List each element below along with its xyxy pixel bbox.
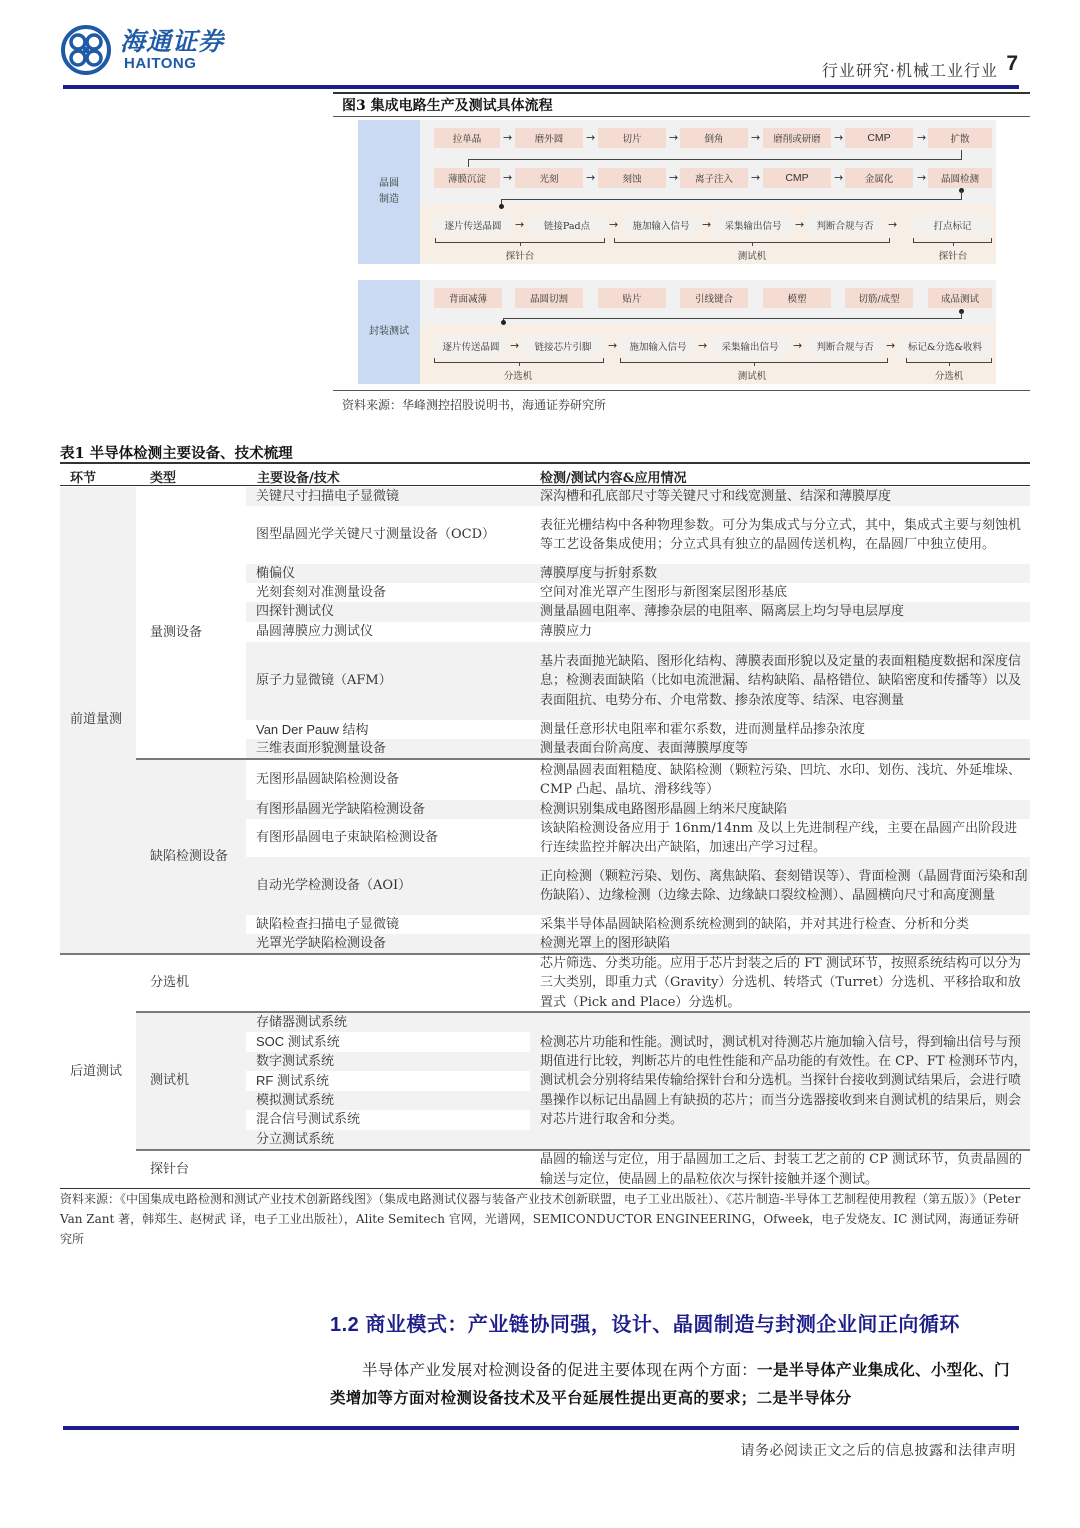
- process-step: 晶圆切割: [515, 288, 583, 308]
- tester-system-item: 混合信号测试系统: [246, 1110, 530, 1130]
- col-header-type: 类型: [150, 471, 177, 486]
- body-paragraph: [330, 1356, 1020, 1412]
- page-header: [0, 0, 1080, 90]
- process-step: 金属化: [845, 168, 913, 188]
- group-brace: [913, 238, 992, 243]
- table-source: 资料来源：《中国集成电路检测和测试产业技术创新路线图》（集成电路测试仪器与装备产业技术创新联盟，电子工业出版社）、《芯片制造-半导体工艺制程使用教程（第五版）》（Peter Van Zant 著，韩郑生、赵树武 译，电子工业出版社），Alite Semitech 官网，光谱网，SEMICONDUCTOR ENGINEERING，Ofweek，电子发烧友、IC 测试网，海通证券研究所: [60, 1192, 1021, 1246]
- table-row-handler: 分选机 芯片筛选、分类功能。应用于芯片封装之后的 FT 测试环节，按照系统结构可以分为三大类别，即重力式（Gravity）分选机、转塔式（Turret）分选机、平移拾取和放置式（Pick and Place）分选机。: [150, 956, 1021, 1010]
- tester-system-item: 分立测试系统: [256, 1131, 335, 1147]
- process-step: CMP: [763, 168, 831, 188]
- tester-system-item: 模拟测试系统: [256, 1092, 335, 1108]
- process-step: 切筋/成型: [845, 288, 913, 308]
- ic-process-flow-diagram: [358, 120, 996, 385]
- package-test-section: [358, 280, 996, 384]
- arrow-icon: →: [586, 131, 596, 144]
- group-label-prober: 探针台: [938, 251, 968, 262]
- test-step: 采集输出信号: [714, 215, 792, 235]
- paragraph-emphasis: 一是半导体产业集成化、小型化、门类增加等方面对检测设备技术及平台延展性提出更高的要求；二是半导体分: [330, 1360, 1010, 1407]
- arrow-icon: →: [751, 131, 761, 144]
- group-brace: [614, 238, 890, 243]
- arrow-icon: →: [669, 171, 679, 184]
- group-label-prober: 探针台: [505, 251, 535, 262]
- arrow-icon: →: [795, 218, 805, 231]
- table-row: 图型晶圆光学关键尺寸测量设备（OCD） 表征光栅结构中各种物理参数。可分为集成式与分立式，其中，集成式主要与刻蚀机等工艺设备集成使用；分立式具有独立的晶圆传送机构，在晶圆厂中独立使用。: [256, 517, 1022, 552]
- process-step: 磨削或研磨: [763, 128, 831, 148]
- table-row: 光罩光学缺陷检测设备 检测光罩上的图形缺陷: [246, 934, 1030, 953]
- table-row: 缺陷检查扫描电子显微镜 采集半导体晶圆缺陷检测系统检测到的缺陷，并对其进行检查、分析和分类: [256, 916, 970, 932]
- arrow-icon: →: [503, 171, 513, 184]
- section-heading: 1.2 商业模式：产业链协同强，设计、晶圆制造与封测企业间正向循环: [330, 1314, 960, 1336]
- table-header-row: [60, 466, 1030, 486]
- wafer-manufacturing-section: [358, 120, 996, 264]
- test-step: 打点标记: [913, 215, 992, 235]
- test-step: 逐片传送晶圆: [434, 336, 508, 356]
- figure-top-rule: [333, 92, 1030, 94]
- wafer-section-label: 晶圆 制造: [358, 120, 420, 264]
- flow-connector: [503, 311, 962, 319]
- haitong-logo: [60, 24, 224, 76]
- table-row: 关键尺寸扫描电子显微镜 深沟槽和孔底部尺寸等关键尺寸和线宽测量、结深和薄膜厚度: [246, 487, 1030, 506]
- tester-system-item: 数字测试系统: [256, 1053, 335, 1069]
- test-step: 施加输入信号: [620, 336, 696, 356]
- type-cell-defect: 缺陷检测设备: [136, 760, 246, 953]
- arrow-icon: →: [586, 171, 596, 184]
- header-divider: [63, 85, 1019, 89]
- arrow-icon: →: [503, 131, 513, 144]
- group-label-tester: 测试机: [737, 371, 767, 382]
- tester-system-item: 存储器测试系统: [256, 1014, 348, 1030]
- figure-title-rule: [333, 116, 1030, 117]
- process-step: 晶圆检测: [928, 168, 992, 188]
- arrow-icon: →: [917, 131, 927, 144]
- stage-cell-back: 后道测试: [70, 1063, 123, 1079]
- test-step: 采集输出信号: [710, 336, 790, 356]
- process-step: 光刻: [515, 168, 583, 188]
- connector-dot: [499, 204, 504, 209]
- test-step: 链接芯片引脚: [522, 336, 604, 356]
- haitong-logo-icon: [60, 24, 112, 76]
- process-step: 薄膜沉淀: [434, 168, 500, 188]
- flow-connector: [468, 159, 469, 167]
- table-row: 有图形晶圆电子束缺陷检测设备 该缺陷检测设备应用于 16nm/14nm 及以上先进制程产线，主要在晶圆产出阶段进行连续监控并解决出产缺陷，加速出产学习过程。: [256, 820, 1018, 855]
- package-section-label: 封装测试: [358, 280, 420, 384]
- arrow-icon: →: [888, 218, 898, 231]
- process-step: 刻蚀: [598, 168, 666, 188]
- connector-dot: [501, 320, 506, 325]
- page-number: 7: [1006, 52, 1018, 75]
- process-step: 切片: [598, 128, 666, 148]
- test-step: 逐片传送晶圆: [434, 215, 512, 235]
- process-step: CMP: [845, 128, 913, 148]
- table-row: 椭偏仪 薄膜厚度与折射系数: [246, 564, 1030, 583]
- arrow-icon: →: [510, 339, 520, 352]
- arrow-icon: →: [886, 339, 896, 352]
- table-row: 原子力显微镜（AFM） 基片表面抛光缺陷、图形化结构、薄膜表面形貌以及定量的表面粗糙度数据和深度信息；检测表面缺陷（比如电流泄漏、结构缺陷、晶格错位、缺陷密度和传播等）以及表面阻抗、电势分布、介电常数、掺杂浓度等、结深、电容测量: [246, 642, 1030, 720]
- table-row: 四探针测试仪 测量晶圆电阻率、薄掺杂层的电阻率、隔离层上均匀导电层厚度: [246, 602, 1030, 622]
- figure-source: 资料来源：华峰测控招股说明书，海通证券研究所: [342, 398, 607, 412]
- table-row: 三维表面形貌测量设备 测量表面台阶高度、表面薄膜厚度等: [246, 739, 1030, 758]
- type-cell-metrology: 量测设备: [150, 624, 203, 640]
- tester-system-item: RF 测试系统: [246, 1071, 530, 1091]
- arrow-icon: →: [669, 131, 679, 144]
- test-step: 判断合规与否: [806, 336, 884, 356]
- table-row: 无图形晶圆缺陷检测设备 检测晶圆表面粗糙度、缺陷检测（颗粒污染、凹坑、水印、划伤、浅坑、外延堆垛、CMP 凸起、晶坑、滑移线等）: [256, 762, 1022, 797]
- arrow-icon: →: [751, 171, 761, 184]
- process-step: 离子注入: [680, 168, 748, 188]
- test-step: 施加输入信号: [622, 215, 700, 235]
- stage-cell-front: 前道量测: [60, 487, 136, 953]
- arrow-icon: →: [917, 171, 927, 184]
- flow-connector: [468, 150, 962, 160]
- table-row: Van Der Pauw 结构 测量任意形状电阻率和霍尔系数，进而测量样品掺杂浓度: [256, 721, 866, 737]
- col-header-equipment: 主要设备/技术: [257, 471, 340, 486]
- group-brace: [620, 358, 888, 363]
- test-step: 标记&分选&收料: [898, 336, 992, 356]
- table-row: 有图形晶圆光学缺陷检测设备 检测识别集成电路图形晶圆上纳米尺度缺陷: [246, 800, 1030, 819]
- process-step: 引线键合: [680, 288, 748, 308]
- arrow-icon: →: [698, 339, 708, 352]
- paragraph-text: 半导体产业发展对检测设备的促进主要体现在两个方面：: [362, 1361, 758, 1379]
- group-brace: [906, 358, 992, 363]
- group-brace: [435, 238, 605, 243]
- arrow-icon: →: [834, 131, 844, 144]
- process-step: 拉单晶: [434, 128, 500, 148]
- group-brace: [434, 358, 604, 363]
- logo-english-name: HAITONG: [124, 55, 197, 72]
- process-step: 扩散: [928, 128, 992, 148]
- table-title: 表1 半导体检测主要设备、技术梳理: [60, 445, 293, 462]
- table-row-tester: 测试机 检测芯片功能和性能。测试时，测试机对待测芯片施加输入信号，得到输出信号与预期值进行比较，判断芯片的电性性能和产品功能的有效性。在 CP、FT 检测环节内，测试机会分别将结果传输给探针台和分选机。当探针台接收到测试结果后，会进行喷墨操作以标记出晶圆上有缺损的芯片；而当分选器接收到来自测试机的结果后，则会对芯片进行取舍和分类。: [136, 1013, 1030, 1149]
- process-step: 贴片: [598, 288, 666, 308]
- arrow-icon: →: [609, 218, 619, 231]
- arrow-icon: →: [608, 339, 618, 352]
- arrow-icon: →: [793, 339, 803, 352]
- test-step: 链接Pad点: [528, 215, 606, 235]
- arrow-icon: →: [834, 171, 844, 184]
- group-label-handler: 分选机: [934, 371, 964, 382]
- arrow-icon: →: [515, 218, 525, 231]
- table-top-rule: [60, 462, 1030, 464]
- col-header-description: 检测/测试内容&应用情况: [540, 471, 687, 486]
- process-step: 磨外圆: [515, 128, 583, 148]
- test-step: 判断合规与否: [806, 215, 884, 235]
- flow-connector: [501, 190, 962, 200]
- process-step: 成品测试: [928, 288, 992, 308]
- table-row: 光刻套刻对准测量设备 空间对准光罩产生图形与新图案层图形基底: [256, 584, 788, 600]
- figure-bottom-rule: [333, 390, 1030, 391]
- table-row-prober: 探针台 晶圆的输送与定位，用于晶圆加工之后、封装工艺之前的 CP 测试环节，负责晶圆的输送与定位，使晶圆上的晶粒依次与探针接触并逐个测试。: [150, 1152, 1022, 1187]
- legal-disclaimer: 请务必阅读正文之后的信息披露和法律声明: [740, 1443, 1016, 1459]
- process-step: 模塑: [763, 288, 831, 308]
- tester-system-item: SOC 测试系统: [246, 1032, 530, 1052]
- figure-title: 图3 集成电路生产及测试具体流程: [342, 98, 553, 114]
- group-label-tester: 测试机: [737, 251, 767, 262]
- arrow-icon: →: [702, 218, 712, 231]
- col-header-stage: 环节: [70, 471, 97, 486]
- group-label-handler: 分选机: [503, 371, 533, 382]
- table-row: 晶圆薄膜应力测试仪 薄膜应力: [256, 624, 593, 640]
- process-step: 背面减薄: [434, 288, 502, 308]
- logo-chinese-name: 海通证券: [120, 27, 225, 56]
- process-step: 倒角: [680, 128, 748, 148]
- report-category: 行业研究·机械工业行业: [821, 61, 998, 80]
- table-row: 自动光学检测设备（AOI） 正向检测（颗粒污染、划伤、离焦缺陷、套刻错误等）、背面检测（晶圆背面污染和刮伤缺陷）、边缘检测（边缘去除、边缘缺口裂纹检测）、晶圆横向尺寸和高度测量: [246, 857, 1030, 915]
- footer-divider: [63, 1426, 1019, 1430]
